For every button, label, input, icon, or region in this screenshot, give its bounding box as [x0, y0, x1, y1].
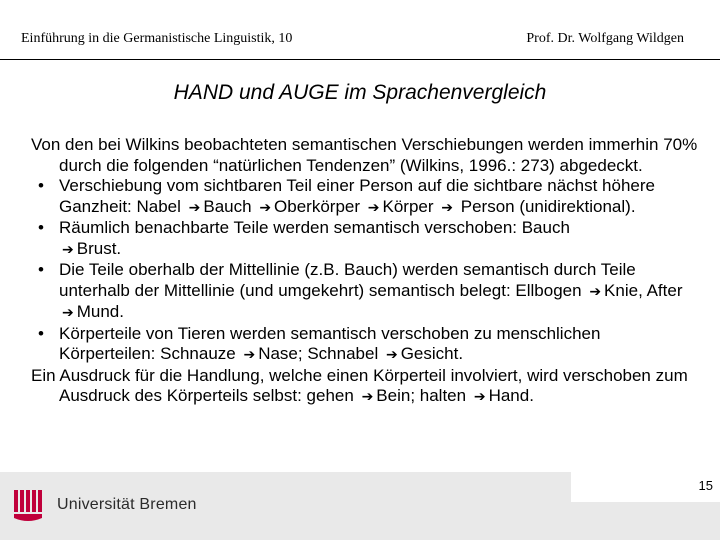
arrow-icon: ➔	[385, 347, 398, 363]
logo-bars	[14, 490, 42, 521]
bullet-item-3	[31, 260, 701, 324]
bullet-item-2	[31, 218, 701, 260]
arrow-icon: ➔	[361, 389, 374, 405]
arrow-icon: ➔	[62, 241, 74, 258]
bullet-1-term-1: Bauch	[203, 196, 252, 216]
slide-body	[31, 135, 701, 408]
arrow-icon: ➔	[62, 305, 74, 321]
arrow-icon: ➔	[473, 389, 486, 405]
bullet-4-term-1: Nase; Schnabel	[258, 344, 379, 363]
outro-paragraph	[31, 366, 701, 408]
bullet-2-text: Räumlich benachbarte Teile werden semantisch verschoben: Bauch	[59, 218, 570, 237]
bullet-symbol: •	[38, 260, 44, 279]
arrow-icon: ➔	[589, 283, 602, 300]
bullet-item-1	[31, 176, 701, 218]
university-name: Universität Bremen	[57, 496, 197, 513]
header-course-title: Einführung in die Germanistische Linguistik, 10	[21, 31, 293, 46]
bullet-1-term-3: Körper	[382, 196, 434, 216]
slide-title: HAND und AUGE im Sprachenvergleich	[173, 81, 547, 104]
bullet-3-text: Die Teile oberhalb der Mittellinie (z.B. Bauch) werden semantisch durch Teile unterhalb der Mittellinie (und umgekehrt) semantisch belegt: Ellbogen	[59, 260, 636, 300]
bullet-symbol: •	[38, 176, 44, 195]
arrow-icon: ➔	[441, 199, 453, 216]
bullet-1-term-2: Oberkörper	[274, 196, 361, 216]
bullet-1-tail: Person (unidirektional).	[460, 196, 636, 216]
university-logo-icon	[12, 488, 52, 524]
bullet-3-term-2: Mund.	[76, 302, 124, 321]
bullet-1-text: Verschiebung vom sichtbaren Teil einer Person auf die sichtbare nächst höhere Ganzheit: Nabel	[59, 176, 655, 216]
arrow-icon: ➔	[188, 199, 201, 216]
bullet-2-term-1: Brust.	[76, 238, 122, 258]
header-author: Prof. Dr. Wolfgang Wildgen	[526, 31, 684, 46]
intro-paragraph: Von den bei Wilkins beobachteten semantischen Verschiebungen werden immerhin 70% durch die folgenden “natürlichen Tendenzen” (Wilkins, 1996.: 273) abgedeckt.	[31, 135, 698, 175]
bullet-3-term-1: Knie, After	[604, 280, 683, 300]
arrow-icon: ➔	[367, 199, 380, 216]
bullet-item-4	[31, 324, 701, 366]
page-number: 15	[698, 478, 713, 493]
bullet-4-text: Körperteile von Tieren werden semantisch verschoben zu menschlichen Körperteilen: Schnauze	[59, 323, 601, 363]
arrow-icon: ➔	[259, 199, 272, 216]
outro-text: Ein Ausdruck für die Handlung, welche einen Körperteil involviert, wird verschoben zum Ausdruck des Körperteils selbst: gehen	[31, 365, 688, 405]
outro-term-1: Bein; halten	[376, 386, 467, 405]
header-divider	[0, 59, 720, 60]
bullet-symbol: •	[38, 323, 44, 343]
arrow-icon: ➔	[243, 347, 256, 363]
outro-term-2: Hand.	[488, 386, 534, 405]
bullet-4-term-2: Gesicht.	[400, 344, 464, 363]
bullet-symbol: •	[38, 218, 44, 237]
